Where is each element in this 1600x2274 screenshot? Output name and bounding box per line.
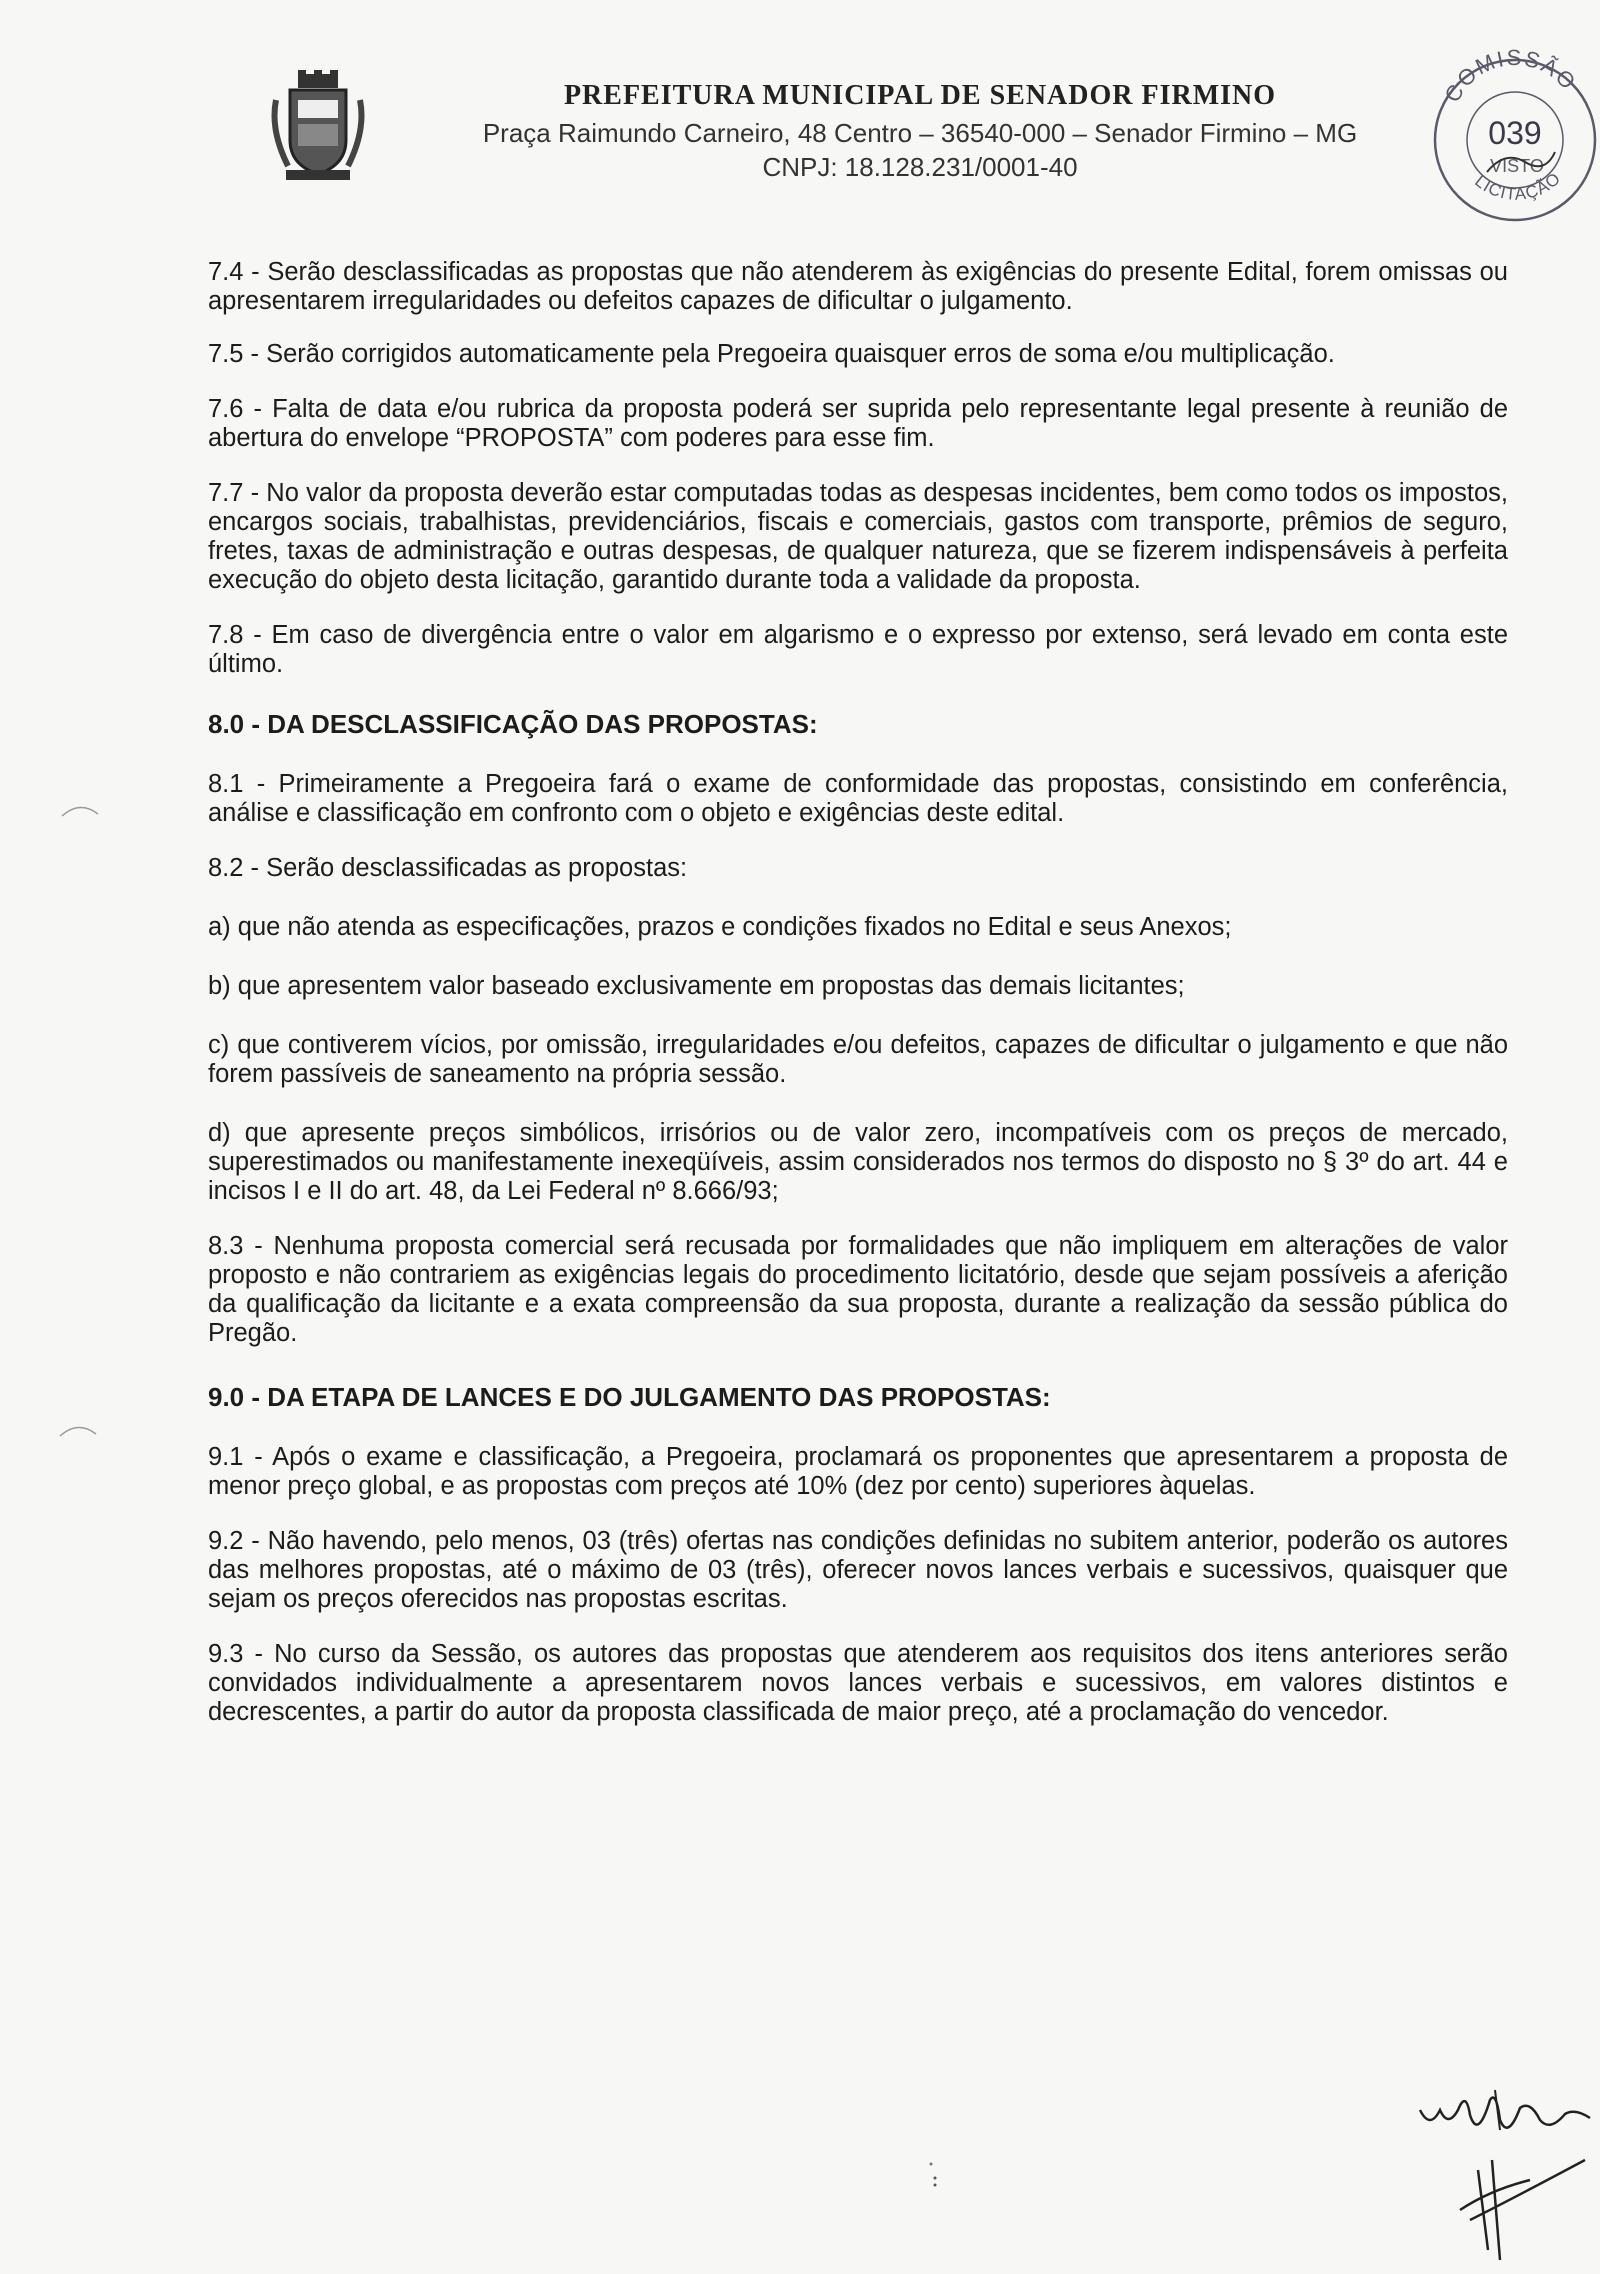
clause-9-1: 9.1 - Após o exame e classificação, a Pregoeira, proclamará os proponentes que apresentarem a proposta de menor preço global, e as propostas com preços até 10% (dez por cento) superiores àquelas.: [208, 1443, 1508, 1500]
handwritten-signature: [1400, 2070, 1600, 2270]
clause-7-4: 7.4 - Serão desclassificadas as propostas que não atenderem às exigências do presente Edital, forem omissas ou apresentarem irregularidades ou defeitos capazes de dificultar o julgamento.: [208, 258, 1508, 315]
clause-7-6: 7.6 - Falta de data e/ou rubrica da proposta poderá ser suprida pelo representante legal presente à reunião de abertura do envelope “PROPOSTA” com poderes para esse fim.: [208, 395, 1508, 452]
clause-8-2-c: c) que contiverem vícios, por omissão, irregularidades e/ou defeitos, capazes de dificultar o julgamento e que não forem passíveis de saneamento na própria sessão.: [208, 1031, 1508, 1088]
svg-text:COMISSÃO: [1439, 45, 1581, 106]
prefeitura-address: Praça Raimundo Carneiro, 48 Centro – 36540-000 – Senador Firmino – MG: [482, 118, 1358, 148]
clause-7-7: 7.7 - No valor da proposta deverão estar computadas todas as despesas incidentes, bem como todos os impostos, encargos sociais, trabalhistas, previdenciários, fiscais e comerciais, gastos com transporte, prêmios de seguro, fretes, taxas de administração e outras despesas, de qualquer natureza, que se fizerem indispensáveis à perfeita execução do objeto desta licitação, garantido durante toda a validade da proposta.: [208, 479, 1508, 594]
stamp-bottom-text: LICITAÇÃO: [1471, 168, 1565, 204]
stamp-top-text: COMISSÃO: [1439, 44, 1582, 107]
section-heading-8: 8.0 - DA DESCLASSIFICAÇÃO DAS PROPOSTAS:: [208, 709, 818, 739]
clause-7-5: 7.5 - Serão corrigidos automaticamente pela Pregoeira quaisquer erros de soma e/ou multiplicação.: [208, 340, 1335, 368]
clause-8-3: 8.3 - Nenhuma proposta comercial será recusada por formalidades que não impliquem em alterações de valor proposto e não contrariem as exigências legais do procedimento licitatório, desde que sejam possíveis a aferição da qualificação da licitante e a exata compreensão da sua proposta, durante a realização da sessão pública do Pregão.: [208, 1232, 1508, 1347]
prefeitura-cnpj: CNPJ: 18.128.231/0001-40: [762, 152, 1078, 182]
stamp-number: 039: [1488, 115, 1542, 151]
section-heading-9: 9.0 - DA ETAPA DE LANCES E DO JULGAMENTO DAS PROPOSTAS:: [208, 1382, 1051, 1412]
punch-hole-mark: [58, 1420, 98, 1440]
stamp-middle-text: VISTO: [1490, 156, 1544, 176]
clause-9-2: 9.2 - Não havendo, pelo menos, 03 (três) ofertas nas condições definidas no subitem anterior, poderão os autores das melhores propostas, até o máximo de 03 (três), oferecer novos lances verbais e sucessivos, quaisquer que sejam os preços oferecidos nas propostas escritas.: [208, 1527, 1508, 1613]
letterhead: [420, 80, 1420, 184]
municipal-crest-icon: [268, 70, 368, 188]
clause-8-2-a: a) que não atenda as especificações, prazos e condições fixados no Edital e seus Anexos;: [208, 913, 1232, 941]
clause-8-2: 8.2 - Serão desclassificadas as propostas:: [208, 854, 688, 882]
commission-stamp: [1425, 22, 1600, 232]
scan-speck: [925, 2160, 945, 2190]
clause-8-1: 8.1 - Primeiramente a Pregoeira fará o exame de conformidade das propostas, consistindo em conferência, análise e classificação em confronto com o objeto e exigências deste edital.: [208, 770, 1508, 827]
clause-9-3: 9.3 - No curso da Sessão, os autores das propostas que atenderem aos requisitos dos itens anteriores serão convidados individualmente a apresentarem novos lances verbais e sucessivos, em valores distintos e decrescentes, a partir do autor da proposta classificada de maior preço, até a proclamação do vencedor.: [208, 1640, 1508, 1726]
prefeitura-title: PREFEITURA MUNICIPAL DE SENADOR FIRMINO: [563, 80, 1277, 111]
punch-hole-mark: [60, 800, 100, 820]
document-body: [208, 258, 1508, 1727]
clause-8-2-d: d) que apresente preços simbólicos, irrisórios ou de valor zero, incompatíveis com os preços de mercado, superestimados ou manifestamente inexeqüíveis, assim considerados nos termos do disposto no § 3º do art. 44 e incisos I e II do art. 48, da Lei Federal nº 8.666/93;: [208, 1119, 1508, 1205]
clause-8-2-b: b) que apresentem valor baseado exclusivamente em propostas das demais licitantes;: [208, 972, 1185, 1000]
clause-7-8: 7.8 - Em caso de divergência entre o valor em algarismo e o expresso por extenso, será levado em conta este último.: [208, 621, 1508, 678]
